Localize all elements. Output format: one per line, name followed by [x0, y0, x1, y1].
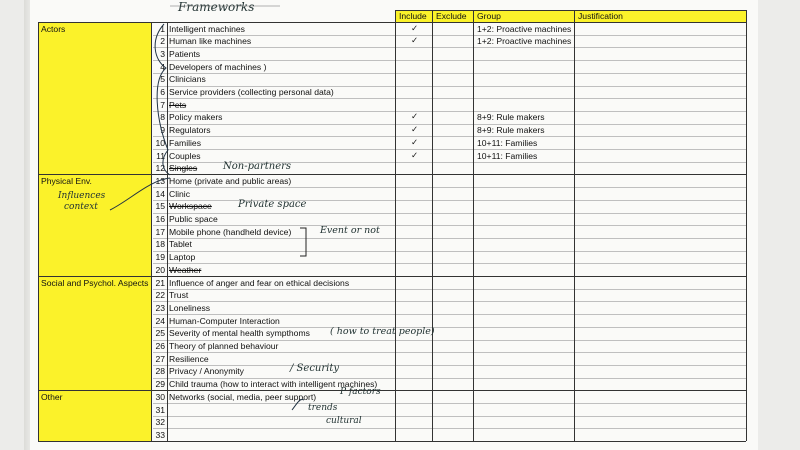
row-number: 5 — [160, 74, 165, 85]
row-number: 23 — [155, 302, 165, 313]
row-item-text: Networks (social, media, peer support) — [169, 391, 317, 402]
row-number: 3 — [160, 48, 165, 59]
row-rule — [153, 136, 746, 137]
section-label: Physical Env. — [41, 176, 92, 187]
column-divider-text — [167, 22, 168, 441]
row-item-text: Privacy / Anonymity — [169, 366, 244, 377]
row-item-text: Clinic — [169, 188, 191, 199]
row-number: 7 — [160, 99, 165, 110]
section-rule — [38, 174, 746, 175]
row-item-text: Developers of machines ) — [169, 61, 267, 72]
column-divider-grp — [473, 10, 474, 441]
row-number: 16 — [155, 214, 165, 224]
row-number: 1 — [160, 23, 165, 34]
row-item-text: Loneliness — [169, 302, 211, 313]
column-divider-just — [574, 10, 575, 441]
handwritten-influences: Influences — [58, 191, 106, 202]
row-rule — [153, 289, 746, 290]
criteria-table — [38, 0, 746, 446]
row-rule — [153, 124, 746, 125]
scanned-sheet — [30, 0, 758, 450]
row-number: 31 — [155, 404, 165, 415]
group-value: 1+2: Proactive machines — [477, 23, 572, 34]
row-item-text: Weather — [169, 264, 202, 275]
row-rule — [153, 238, 746, 239]
row-number: 26 — [155, 341, 165, 351]
row-number: 15 — [155, 201, 165, 212]
include-check: ✓ — [411, 150, 419, 161]
include-check: ✓ — [411, 23, 419, 34]
handwritten-trends: trends — [308, 403, 338, 413]
row-item-text: Human-Computer Interaction — [169, 315, 280, 326]
row-item-text: Mobile phone (handheld device) — [169, 226, 292, 237]
row-rule — [153, 403, 746, 404]
row-number: 17 — [155, 226, 165, 237]
row-number: 33 — [155, 429, 165, 440]
column-divider-exc — [432, 10, 433, 441]
row-item-text: Families — [169, 137, 201, 148]
include-check: ✓ — [411, 36, 419, 47]
section-rule — [38, 22, 746, 23]
column-divider-end — [746, 10, 747, 441]
row-rule — [153, 213, 746, 214]
row-number: 8 — [160, 112, 165, 123]
row-number: 27 — [155, 353, 165, 364]
handwritten-private-space: Private space — [238, 198, 307, 210]
group-value: 8+9: Rule makers — [477, 125, 545, 136]
section-label: Social and Psychol. Aspects — [41, 278, 149, 288]
handwritten-context: context — [64, 201, 98, 212]
row-number: 6 — [160, 87, 165, 97]
row-item-text: Singles — [169, 163, 198, 174]
row-number: 2 — [160, 36, 165, 47]
row-item-text: Tablet — [169, 239, 192, 250]
justification-header: Justification — [578, 11, 623, 21]
row-item-text: Intelligent machines — [169, 23, 245, 34]
row-rule — [153, 428, 746, 429]
row-item-text: Laptop — [169, 252, 196, 263]
exclude-header: Exclude — [436, 11, 467, 21]
row-item-text: Home (private and public areas) — [169, 175, 292, 186]
header-top-rule — [395, 10, 746, 11]
handwritten-non-partners: Non-partners — [223, 160, 292, 172]
row-number: 22 — [155, 290, 165, 301]
row-rule — [153, 73, 746, 74]
row-rule — [153, 251, 746, 252]
group-value: 1+2: Proactive machines — [477, 36, 572, 47]
label-column-yellow — [38, 22, 151, 441]
include-check: ✓ — [411, 112, 419, 123]
handwritten-p-factors: P factors — [340, 387, 381, 398]
row-item-text: Resilience — [169, 353, 209, 364]
row-number: 4 — [160, 61, 165, 72]
row-number: 20 — [155, 264, 165, 275]
row-number: 14 — [155, 188, 165, 199]
row-number: 28 — [155, 366, 165, 377]
row-item-text: Policy makers — [169, 112, 223, 123]
row-rule — [153, 111, 746, 112]
row-item-text: Public space — [169, 214, 218, 224]
row-item-text: Influence of anger and fear on ethical decisions — [169, 277, 350, 288]
row-item-text: Human like machines — [169, 36, 252, 47]
handwritten-cultural: cultural — [326, 415, 362, 426]
handwritten-event-or-not: Event or not — [320, 225, 380, 237]
row-number: 18 — [155, 239, 165, 250]
row-item-text: Theory of planned behaviour — [169, 341, 279, 351]
row-number: 29 — [155, 379, 165, 390]
row-rule — [153, 149, 746, 150]
column-divider-num — [151, 22, 152, 441]
row-item-text: Regulators — [169, 125, 211, 136]
row-item-text: Severity of mental health sympthoms — [169, 328, 310, 339]
row-number: 32 — [155, 417, 165, 428]
row-rule — [153, 187, 746, 188]
include-check: ✓ — [411, 137, 419, 148]
row-number: 30 — [155, 391, 165, 402]
row-rule — [153, 263, 746, 264]
group-header: Group — [477, 11, 501, 21]
handwritten-how-to-treat-people: ( how to treat people) — [330, 325, 435, 337]
row-rule — [153, 98, 746, 99]
row-number: 25 — [155, 328, 165, 339]
row-number: 11 — [156, 150, 165, 161]
row-number: 21 — [155, 277, 165, 288]
row-item-text: Child trauma (how to interact with intelligent machines) — [169, 379, 378, 390]
section-rule — [38, 441, 746, 442]
row-number: 12 — [155, 163, 165, 174]
row-rule — [153, 47, 746, 48]
row-item-text: Service providers (collecting personal data) — [169, 87, 334, 97]
row-item-text: Workspace — [169, 201, 212, 212]
row-number: 10 — [155, 137, 165, 148]
column-divider-label — [38, 22, 39, 441]
section-rule — [38, 390, 746, 391]
include-header: Include — [399, 11, 427, 21]
row-item-text: Clinicians — [169, 74, 206, 85]
section-label: Actors — [41, 24, 66, 34]
group-value: 8+9: Rule makers — [477, 112, 545, 123]
column-divider-inc — [395, 10, 396, 441]
row-item-text: Couples — [169, 150, 201, 161]
row-number: 19 — [155, 252, 165, 263]
handwritten-security: / Security — [290, 362, 340, 374]
group-value: 10+11: Families — [477, 150, 538, 161]
row-rule — [153, 301, 746, 302]
row-item-text: Pets — [169, 99, 187, 110]
row-rule — [153, 416, 746, 417]
row-number: 24 — [155, 315, 165, 326]
row-rule — [153, 352, 746, 353]
row-number: 9 — [160, 125, 165, 136]
row-number: 13 — [155, 175, 165, 186]
include-check: ✓ — [411, 125, 419, 136]
handwritten-frameworks: Frameworks — [178, 0, 255, 14]
row-item-text: Trust — [169, 290, 189, 301]
section-label: Other — [41, 392, 63, 403]
group-value: 10+11: Families — [477, 137, 538, 148]
row-item-text: Patients — [169, 48, 201, 59]
